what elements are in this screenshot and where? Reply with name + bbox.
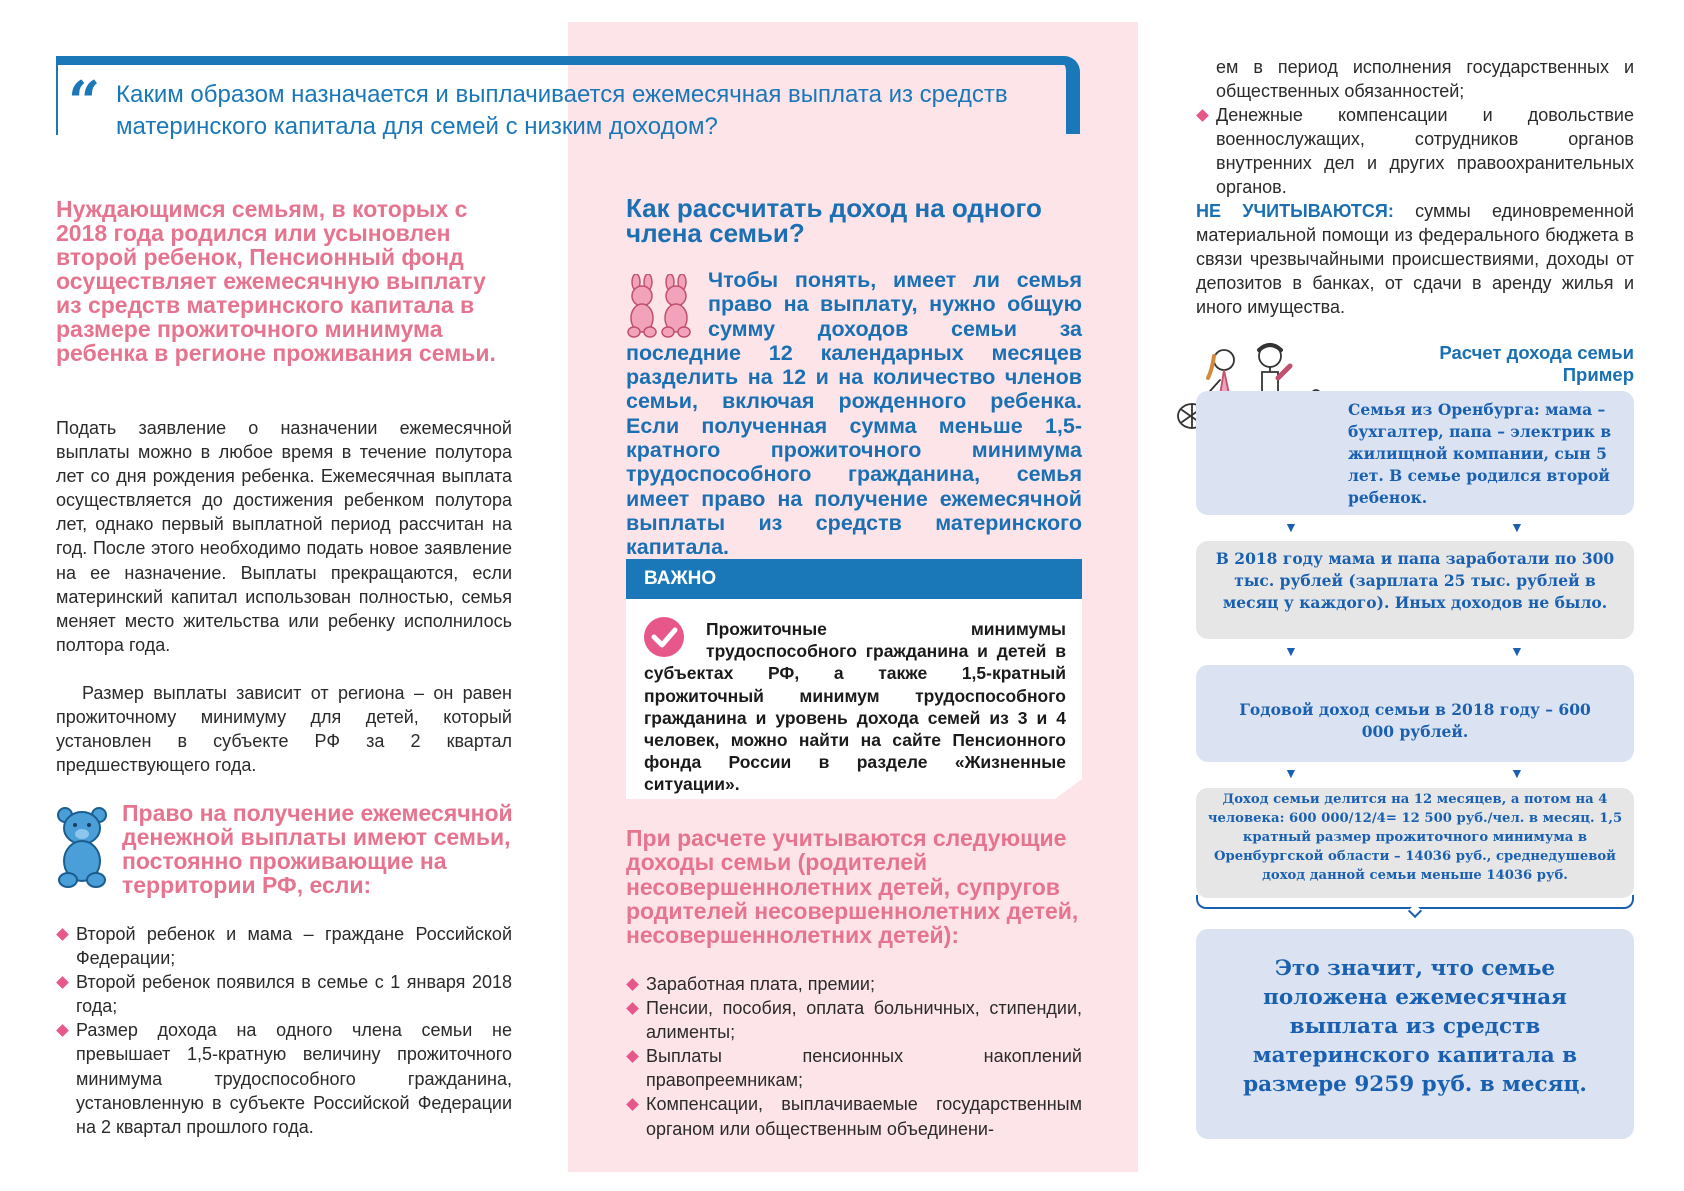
arrow-down-icon: ▼ [1510, 519, 1524, 535]
arrow-down-icon: ▼ [1284, 643, 1298, 659]
arrow-down-icon: ▼ [1284, 765, 1298, 781]
example-subtitle: Пример [1562, 364, 1634, 385]
not-counted-text: суммы единовременной материальной помощи из федерального бюджета в связи чрезвычайными происшествиями, доходы от депозитов в банках, от сдачи в аренду жилья и иного имущества. [1196, 201, 1635, 318]
example-step-1-text: Семья из Оренбурга: мама – бухгалтер, папа – электрик в жилищной компании, сын 5 лет. В семье родился второй ребенок. [1348, 400, 1612, 507]
not-counted-paragraph [1196, 199, 1634, 319]
eligibility-heading: Право на получение ежемесячной денежной выплаты имеют семьи, постоянно проживающие на территории РФ, если: [122, 800, 513, 898]
example-step-2 [1196, 541, 1634, 639]
example-heading [1240, 342, 1634, 386]
income-list [626, 972, 1082, 1141]
intro-heading: Нуждающимся семьям, в которых с 2018 года родился или усыновлен второй ребенок, Пенсионный фонд осуществляет ежемесячную выплату из средств материнского капитала в размере прожиточного минимума ребенка в регионе проживания семьи. [56, 196, 496, 366]
col2-lead: Чтобы понять, имеет ли семья право на выплату, нужно общую сумму доходов семьи за последние 12 календарных месяцев разделить на 12 и на количество членов семьи, включая рожденного ребенка. Если полученная сумма меньше 1,5-кратного прожиточного минимума трудоспособного гражданина, семья имеет право на получение ежемесячной выплаты из средств материнского капитала. [626, 268, 1082, 560]
important-label: ВАЖНО [626, 559, 1082, 599]
list-item: Заработная плата, премии; [626, 972, 1082, 996]
example-step-4 [1196, 788, 1634, 898]
list-item: Второй ребенок появился в семье с 1 января 2018 года; [56, 970, 512, 1018]
col2-title: Как рассчитать доход на одного члена семьи? [626, 193, 1042, 248]
col3-continuation: ем в период исполнения государственных и общественных обязанностей; [1216, 57, 1634, 102]
col1-paragraph-1: Подать заявление о назначении ежемесячной выплаты можно в любое время в течение полутора лет со дня рождения ребенка. Ежемесячная выплата осуществляется до достижения ребенком полутора лет, однако первый выплатной период рассчитан на год. После этого необходимо подать новое заявление на ее назначение. Выплаты прекращаются, если материнский капитал использован полностью, семья меняет место жительства или ребенку исполнилось полтора года. [56, 418, 512, 655]
income-heading: При расчете учитываются следующие доходы семьи (родителей несовершеннолетних детей, супругов родителей несовершеннолетних детей, несовершеннолетних детей): [626, 825, 1079, 949]
list-item: Второй ребенок и мама – граждане Российской Федерации; [56, 922, 512, 970]
list-item: Пенсии, пособия, оплата больничных, стипендии, алименты; [626, 996, 1082, 1044]
list-item: Выплаты пенсионных накоплений правопреемникам; [626, 1044, 1082, 1092]
quote-icon: “ [68, 69, 101, 135]
example-step-1 [1196, 391, 1634, 515]
teddy-bear-icon [56, 806, 108, 888]
example-step-2-text: В 2018 году мама и папа заработали по 300 тыс. рублей (зарплата 25 тыс. рублей в месяц у каждого). Иных доходов не было. [1215, 549, 1615, 612]
example-result [1196, 929, 1634, 1139]
not-counted-label: НЕ УЧИТЫВАЮТСЯ: [1196, 201, 1394, 221]
col3-list [1196, 103, 1634, 199]
example-step-4-text: Доход семьи делится на 12 месяцев, а потом на 4 человека: 600 000/12/4= 12 500 руб./чел. в месяц. 1,5 кратный размер прожиточного минимума в Оренбургской области – 14036 руб., среднедушевой доход данной семьи меньше 14036 руб. [1207, 792, 1623, 883]
example-title: Расчет дохода семьи [1439, 342, 1634, 363]
list-item: Компенсации, выплачиваемые государственным органом или общественным объединени- [626, 1092, 1082, 1140]
arrow-down-icon: ▼ [1284, 519, 1298, 535]
header-question: Каким образом назначается и выплачивается ежемесячная выплата из средств материнского капитала для семей с низким доходом? [116, 81, 1008, 140]
list-item: Размер дохода на одного члена семьи не превышает 1,5-кратную величину прожиточного минимума трудоспособного гражданина, установленную в субъекте Российской Федерации на 2 квартал прошлого года. [56, 1018, 512, 1138]
important-text: Прожиточные минимумы трудоспособного гражданина и детей в субъектах РФ, а также 1,5-кратный прожиточный минимум трудоспособного гражданина и уровень дохода семей из 3 и 4 человек, можно найти на сайте Пенсионного фонда России в разделе «Жизненные ситуации». [644, 619, 1066, 795]
arrow-down-icon: ▼ [1510, 765, 1524, 781]
list-item: Денежные компенсации и довольствие военнослужащих, сотрудников органов внутренних дел и других правоохранительных органов. [1196, 103, 1634, 199]
col1-paragraph-2: Размер выплаты зависит от региона – он равен прожиточному минимуму для детей, который установлен в субъекте РФ за 2 квартал предшествующего года. [56, 683, 512, 776]
example-result-text: Это значит, что семье положена ежемесячная выплата из средств материнского капитала в размере 9259 руб. в месяц. [1243, 956, 1587, 1097]
eligibility-list [56, 922, 512, 1139]
header-frame-left [56, 60, 58, 135]
arrow-down-icon: ▼ [1510, 643, 1524, 659]
example-step-3-text: Годовой доход семьи в 2018 году – 600 000 рублей. [1239, 700, 1591, 741]
example-step-3 [1196, 665, 1634, 762]
